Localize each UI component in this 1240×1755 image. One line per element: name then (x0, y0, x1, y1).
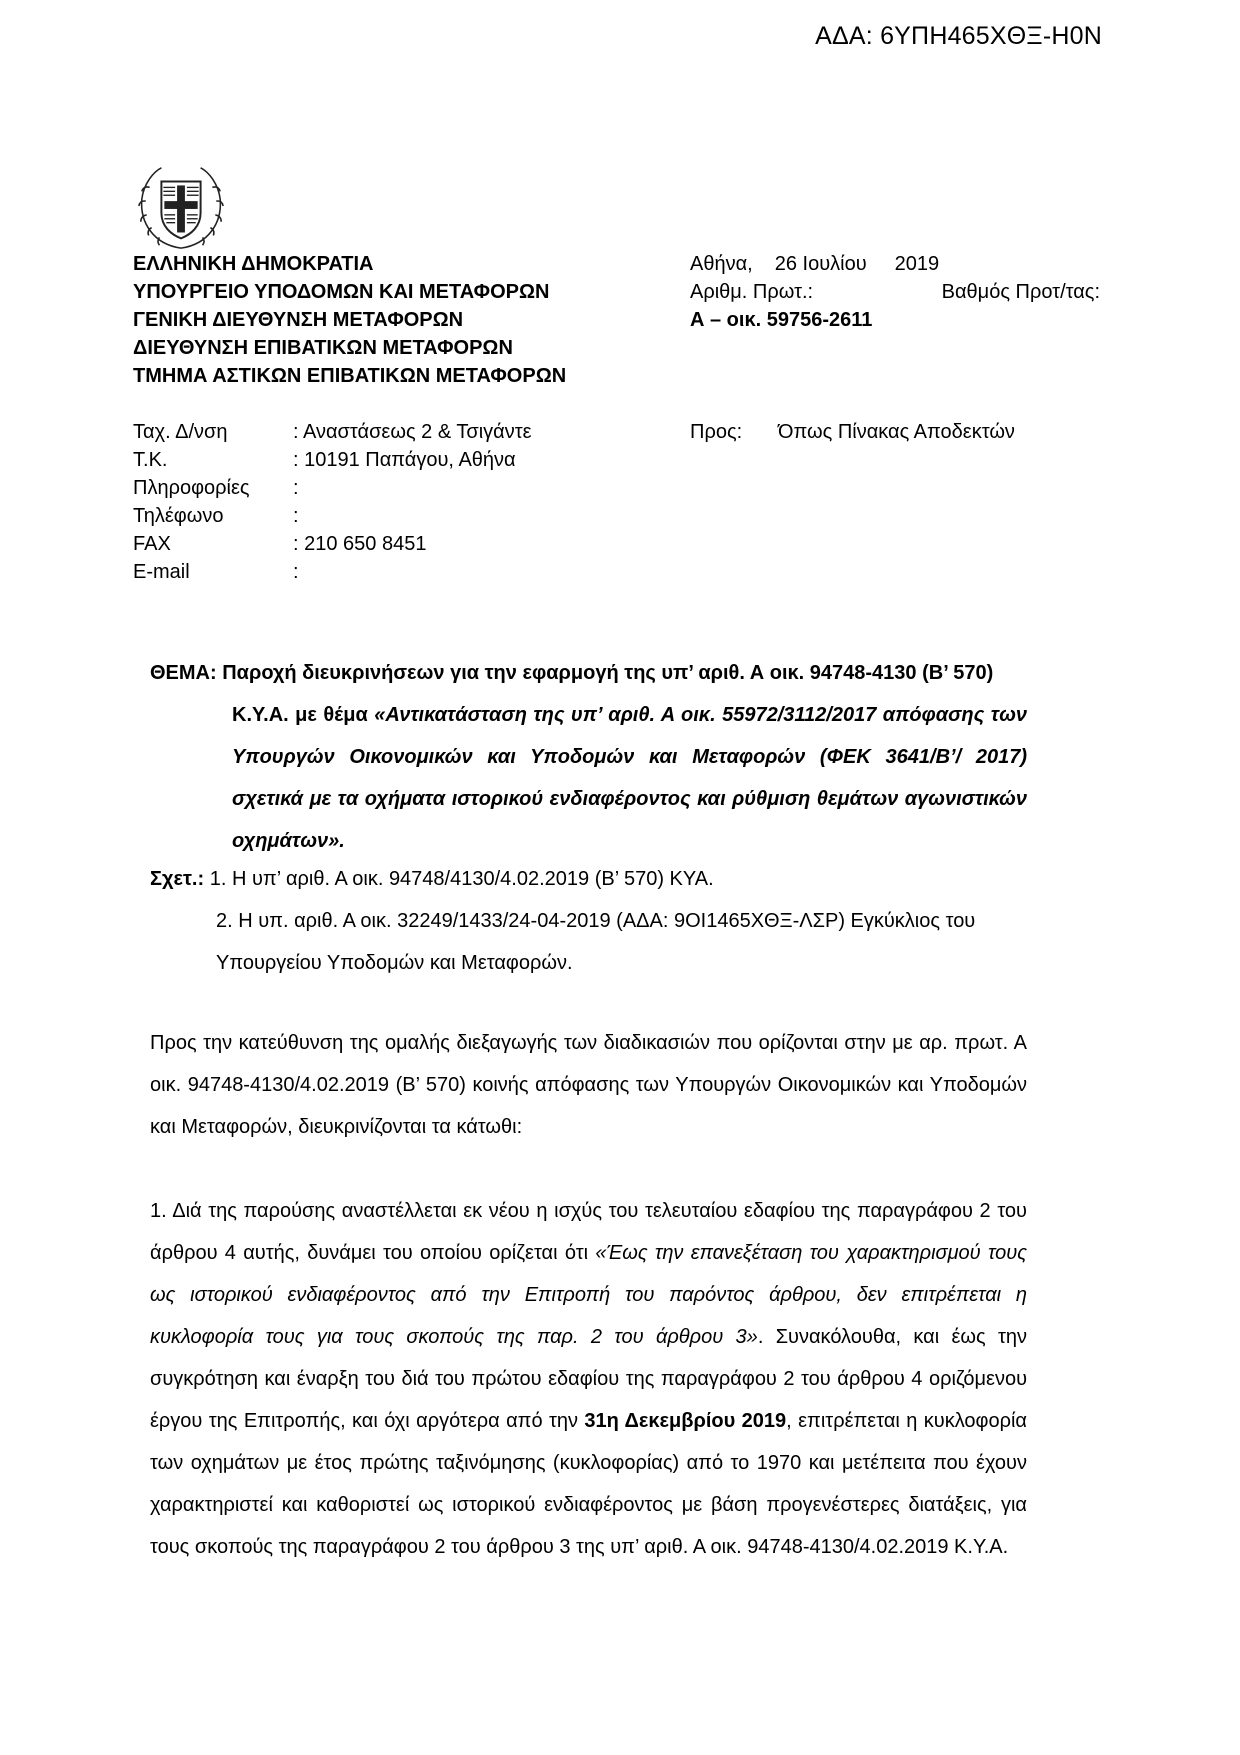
protocol-number: Α – οικ. 59756-2611 (690, 309, 873, 331)
subject-first-line: ΘΕΜΑ: Παροχή διευκρινήσεων για την εφαρμογή της υπ’ αριθ. Α οικ. 94748-4130 (Β’ 570) (150, 662, 994, 684)
point-1-paragraph (150, 1190, 1027, 1568)
email-label: E-mail (133, 561, 190, 583)
recipient-value: Όπως Πίνακας Αποδεκτών (778, 421, 1015, 443)
subject-continuation (232, 694, 1027, 862)
point-1-text: 1. Διά της παρούσης αναστέλλεται εκ νέου η ισχύς του τελευταίου εδαφίου της παραγράφου 2 του άρθρου 4 αυτής, δυνάμει του οποίου ορίζεται ότι (150, 1200, 1027, 1264)
issuer-line: ΓΕΝΙΚΗ ΔΙΕΥΘΥΝΣΗ ΜΕΤΑΦΟΡΩΝ (133, 309, 464, 331)
info-value: : (293, 477, 299, 499)
protocol-row (690, 278, 1100, 306)
priority-label: Βαθμός Προτ/τας: (941, 281, 1100, 303)
related-label: Σχετ.: (150, 868, 205, 890)
place: Αθήνα, (690, 253, 753, 275)
issuer-line: ΤΜΗΜΑ ΑΣΤΙΚΩΝ ΕΠΙΒΑΤΙΚΩΝ ΜΕΤΑΦΟΡΩΝ (133, 365, 567, 387)
related-item (150, 858, 1027, 900)
related-item-1: 1. Η υπ’ αριθ. Α οικ. 94748/4130/4.02.2019 (Β’ 570) ΚΥΑ. (209, 868, 714, 890)
greek-coat-of-arms-emblem (132, 158, 230, 256)
protocol-label: Αριθμ. Πρωτ.: (690, 281, 814, 303)
issuer-line: ΕΛΛΗΝΙΚΗ ΔΗΜΟΚΡΑΤΙΑ (133, 253, 374, 275)
protocol-number-row (690, 306, 1100, 334)
issuer-line: ΔΙΕΥΘΥΝΣΗ ΕΠΙΒΑΤΙΚΩΝ ΜΕΤΑΦΟΡΩΝ (133, 337, 513, 359)
related-documents (150, 858, 1027, 984)
subject-kya-prefix: Κ.Υ.Α. με θέμα (232, 704, 368, 726)
contact-block (133, 418, 532, 586)
year: 2019 (894, 253, 940, 275)
contact-row (133, 446, 532, 474)
related-item-2: 2. Η υπ. αριθ. Α οικ. 32249/1433/24-04-2019 (ΑΔΑ: 9ΟΙ1465ΧΘΞ-ΛΣΡ) Εγκύκλιος του Υπουργείου Υποδομών και Μεταφορών. (216, 910, 976, 974)
ada-code: ΑΔΑ: 6ΥΠΗ465ΧΘΞ-Η0Ν (815, 22, 1102, 50)
date: 26 Ιουλίου (774, 253, 867, 275)
issuer-block (133, 250, 566, 390)
address-label: Ταχ. Δ/νση (133, 421, 228, 443)
contact-row (133, 474, 532, 502)
phone-value: : (293, 505, 299, 527)
subject-block (150, 652, 1027, 862)
issuer-line: ΥΠΟΥΡΓΕΙΟ ΥΠΟΔΟΜΩΝ ΚΑΙ ΜΕΤΑΦΟΡΩΝ (133, 281, 550, 303)
info-label: Πληροφορίες (133, 477, 250, 499)
contact-row (133, 418, 532, 446)
address-value: : Αναστάσεως 2 & Τσιγάντε (293, 421, 532, 443)
point-1-quote: «Έως την επανεξέταση του χαρακτηρισμού τους ως ιστορικού ενδιαφέροντος από την Επιτροπή του παρόντος άρθρου, δεν επιτρέπεται η κυκλοφορία τους για τους σκοπούς της παρ. 2 του άρθρου 3» (150, 1242, 1027, 1348)
contact-row (133, 558, 532, 586)
recipient-label: Προς: (690, 421, 743, 443)
contact-row (133, 530, 532, 558)
postcode-label: Τ.Κ. (133, 449, 168, 471)
date-row (690, 250, 1100, 278)
subject-title: «Αντικατάσταση της υπ’ αριθ. Α οικ. 55972/3112/2017 απόφασης των Υπουργών Οικονομικών και Υποδομών και Μεταφορών (ΦΕΚ 3641/Β’/ 2017) σχετικά με τα οχήματα ιστορικού ενδιαφέροντος και ρύθμιση θεμάτων αγωνιστικών οχημάτων». (232, 704, 1028, 852)
postcode-value: : 10191 Παπάγου, Αθήνα (293, 449, 516, 471)
document-reference-block (690, 250, 1100, 334)
fax-label: FAX (133, 533, 171, 555)
intro-paragraph: Προς την κατεύθυνση της ομαλής διεξαγωγής των διαδικασιών που ορίζονται στην με αρ. πρωτ. Α οικ. 94748-4130/4.02.2019 (Β’ 570) κοινής απόφασης των Υπουργών Οικονομικών και Υποδομών και Μεταφορών, διευκρινίζονται τα κάτωθι: (150, 1032, 1027, 1138)
point-1-text: , επιτρέπεται η κυκλοφορία των οχημάτων με έτος πρώτης ταξινόμησης (κυκλοφορίας) από το 1970 και μετέπειτα που έχουν χαρακτηριστεί και καθοριστεί ως ιστορικού ενδιαφέροντος με βάση προγενέστερες διατάξεις, για τους σκοπούς της παραγράφου 2 του άρθρου 3 της υπ’ αριθ. Α οικ. 94748-4130/4.02.2019 Κ.Υ.Α. (150, 1410, 1027, 1558)
contact-row (133, 502, 532, 530)
point-1-text: . Συνακόλουθα, και έως την συγκρότηση και έναρξη του διά του πρώτου εδαφίου της παραγράφου 2 του άρθρου 4 οριζόμενου έργου της Επιτροπής, και όχι αργότερα από την (150, 1326, 1027, 1432)
recipient-block (690, 418, 1015, 446)
point-1-deadline: 31η Δεκεμβρίου 2019 (584, 1410, 787, 1432)
fax-value: : 210 650 8451 (293, 533, 427, 555)
phone-label: Τηλέφωνο (133, 505, 224, 527)
email-value: : (293, 561, 299, 583)
